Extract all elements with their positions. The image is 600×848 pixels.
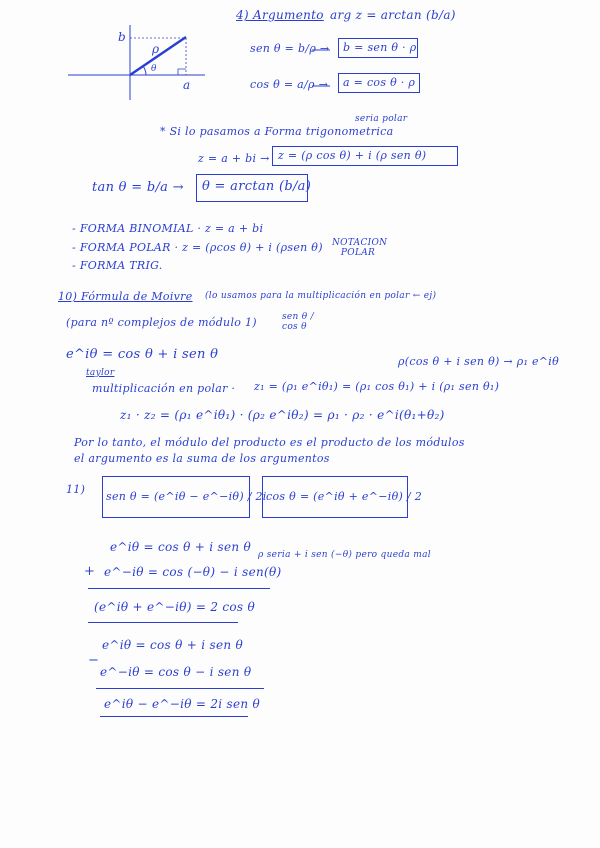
euler-formula: e^iθ = cos θ + i sen θ [66,347,219,362]
product-equation: z₁ · z₂ = (ρ₁ e^iθ₁) · (ρ₂ e^iθ₂) = ρ₁ · ρ₂ · e^i(θ₁+θ₂) [120,408,445,422]
mult-equation: z₁ = (ρ₁ e^iθ₁) = (ρ₁ cos θ₁) + i (ρ₁ sen θ₁) [254,380,500,393]
diff-rule [96,688,264,689]
form-binomial: - FORMA BINOMIAL · z = a + bi [72,222,264,235]
diagram-label-b: b [118,30,126,44]
sen-equation: sen θ = b/ρ → [250,42,330,55]
rho-note: ρ(cos θ + i sen θ) → ρ₁ e^iθ [398,355,560,368]
diagram-label-theta: θ [151,64,157,74]
minus-sign: − [88,653,100,668]
argument-title: 4) Argumento [236,8,324,22]
sen-exp-formula: sen θ = (e^iθ − e^−iθ) / 2i [106,490,267,503]
diagram-label-a: a [183,78,191,92]
derivation-diff: e^iθ − e^−iθ = 2i sen θ [104,697,261,711]
plus-sign: + [84,564,96,579]
tan-result: θ = arctan (b/a) [202,179,312,194]
derivation-side-note: ρ seria + i sen (−θ) pero queda mal [258,550,431,560]
sum-rule [88,588,270,589]
taylor-note: taylor [86,368,115,378]
sum-underline [88,622,238,623]
z-equation: z = a + bi → [198,152,270,165]
note-seria-polar: seria polar [355,114,408,124]
moivre-title: 10) Fórmula de Moivre [58,290,193,303]
mult-label: multiplicación en polar · [92,382,236,395]
form-trig: - FORMA TRIG. [72,259,163,272]
notation-polar: NOTACION POLAR [332,238,388,258]
cos-exp-formula: cos θ = (e^iθ + e^−iθ) / 2 [266,490,422,503]
moivre-subtitle: (para nº complejos de módulo 1) [66,316,257,329]
derivation-line-2: e^−iθ = cos (−θ) − i sen(θ) [104,565,282,579]
diagram-label-rho: ρ [152,42,160,56]
conclusion-line-1: Por lo tanto, el módulo del producto es el producto de los módulos [74,436,465,449]
derivation-line-4: e^−iθ = cos θ − i sen θ [100,665,252,679]
tan-equation: tan θ = b/a → [92,180,184,195]
form-polar: - FORMA POLAR · z = (ρcos θ) + i (ρsen θ) [72,241,323,254]
z-trig: z = (ρ cos θ) + i (ρ sen θ) [278,149,427,162]
arg-formula: arg z = arctan (b/a) [330,8,456,22]
trig-note: * Si lo pasamos a Forma trigonometrica [160,125,394,138]
derivation-line-3: e^iθ = cos θ + i sen θ [102,638,244,652]
section-11-label: 11) [66,483,86,496]
derivation-sum: (e^iθ + e^−iθ) = 2 cos θ [94,600,256,614]
cos-result: a = cos θ · ρ [343,76,416,89]
conclusion-line-2: el argumento es la suma de los argumentos [74,452,330,465]
sen-result: b = sen θ · ρ [343,41,417,54]
derivation-line-1: e^iθ = cos θ + i sen θ [110,540,252,554]
cos-equation: cos θ = a/ρ → [250,78,329,91]
moivre-note: (lo usamos para la multiplicación en polar ← ej) [205,291,437,301]
circle-note: sen θ / cos θ [282,312,315,332]
diff-underline [100,716,248,717]
